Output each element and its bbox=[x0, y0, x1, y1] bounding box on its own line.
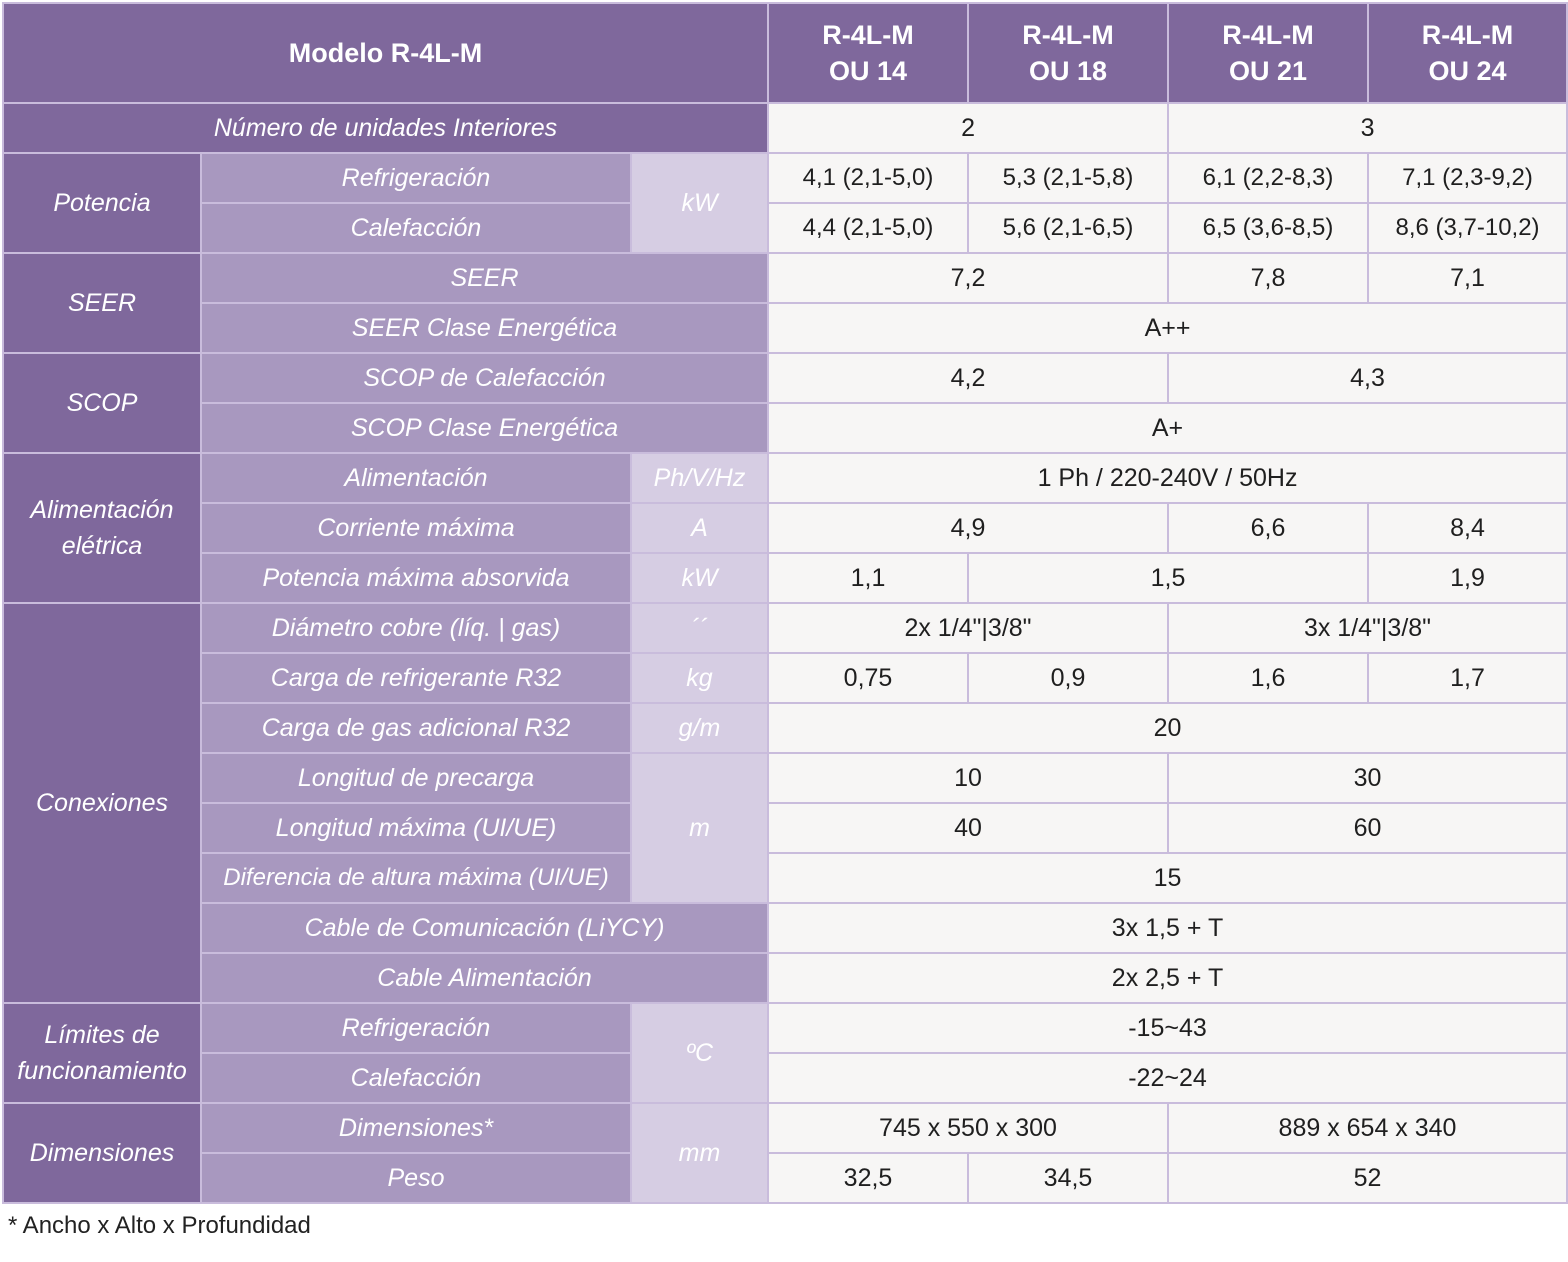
group-limites bbox=[3, 1003, 201, 1103]
row-cable-comunicacion bbox=[3, 903, 1567, 953]
value-cell: 3x 1,5 + T bbox=[768, 903, 1567, 953]
value-cell: 30 bbox=[1168, 753, 1567, 803]
value-cell: 5,3 (2,1-5,8) bbox=[968, 153, 1168, 203]
value-cell: 1,1 bbox=[768, 553, 968, 603]
row-label: Potencia máxima absorvida bbox=[201, 553, 631, 603]
value-cell: 7,1 bbox=[1368, 253, 1567, 303]
row-label: Carga de refrigerante R32 bbox=[201, 653, 631, 703]
value-cell: 6,1 (2,2-8,3) bbox=[1168, 153, 1368, 203]
value-cell: A+ bbox=[768, 403, 1567, 453]
row-longitud-maxima bbox=[3, 803, 1567, 853]
value-cell: 6,5 (3,6-8,5) bbox=[1168, 203, 1368, 253]
unit-g-m: g/m bbox=[631, 703, 768, 753]
row-label: Cable Alimentación bbox=[201, 953, 768, 1003]
value-cell: 0,9 bbox=[968, 653, 1168, 703]
model-4-line1: R-4L-M bbox=[1421, 19, 1514, 50]
group-dimensiones: Dimensiones bbox=[3, 1103, 201, 1203]
row-carga-gas bbox=[3, 703, 1567, 753]
group-alimentacion bbox=[3, 453, 201, 603]
model-header-3 bbox=[1168, 3, 1368, 103]
value-cell: A++ bbox=[768, 303, 1567, 353]
group-seer: SEER bbox=[3, 253, 201, 353]
row-label: Dimensiones* bbox=[201, 1103, 631, 1153]
group-alimentacion-line1: Alimentación bbox=[30, 495, 174, 524]
value-cell: 7,2 bbox=[768, 253, 1168, 303]
row-label: Refrigeración bbox=[201, 153, 631, 203]
value-cell: 4,3 bbox=[1168, 353, 1567, 403]
value-cell: 3x 1/4"|3/8" bbox=[1168, 603, 1567, 653]
value-cell: 32,5 bbox=[768, 1153, 968, 1203]
value-cell: 52 bbox=[1168, 1153, 1567, 1203]
model-1-line1: R-4L-M bbox=[822, 19, 914, 50]
value-cell: 4,1 (2,1-5,0) bbox=[768, 153, 968, 203]
row-alimentacion bbox=[3, 453, 1567, 503]
model-header-4 bbox=[1368, 3, 1567, 103]
group-conexiones: Conexiones bbox=[3, 603, 201, 1003]
row-label: Longitud de precarga bbox=[201, 753, 631, 803]
row-carga-refrigerante bbox=[3, 653, 1567, 703]
unit-m: m bbox=[631, 753, 768, 903]
spec-table bbox=[2, 2, 1568, 1204]
group-scop: SCOP bbox=[3, 353, 201, 453]
group-limites-line2: funcionamiento bbox=[17, 1057, 187, 1085]
row-label: Longitud máxima (UI/UE) bbox=[201, 803, 631, 853]
value-cell: 7,8 bbox=[1168, 253, 1368, 303]
unit-kw: kW bbox=[631, 153, 768, 253]
row-corriente-maxima bbox=[3, 503, 1567, 553]
row-potencia-refrigeracion bbox=[3, 153, 1567, 203]
value-cell: 889 x 654 x 340 bbox=[1168, 1103, 1567, 1153]
value-cell: 745 x 550 x 300 bbox=[768, 1103, 1168, 1153]
unit-kg: kg bbox=[631, 653, 768, 703]
row-label: Diferencia de altura máxima (UI/UE) bbox=[201, 853, 631, 903]
row-label: Cable de Comunicación (LiYCY) bbox=[201, 903, 768, 953]
row-diferencia-altura bbox=[3, 853, 1567, 903]
value-cell: -15~43 bbox=[768, 1003, 1567, 1053]
model-1-line2: OU 14 bbox=[828, 56, 908, 86]
value-cell: 1,6 bbox=[1168, 653, 1368, 703]
value-cell: 1 Ph / 220-240V / 50Hz bbox=[768, 453, 1567, 503]
model-header-1 bbox=[768, 3, 968, 103]
model-4-line2: OU 24 bbox=[1428, 56, 1507, 86]
row-label: Calefacción bbox=[201, 203, 631, 253]
footnote: * Ancho x Alto x Profundidad bbox=[8, 1212, 311, 1239]
value-cell: 0,75 bbox=[768, 653, 968, 703]
value-cell: 1,7 bbox=[1368, 653, 1567, 703]
row-cable-alimentacion bbox=[3, 953, 1567, 1003]
unidades-interiores-label: Número de unidades Interiores bbox=[3, 103, 768, 153]
row-unidades-interiores bbox=[3, 103, 1567, 153]
row-label: Refrigeración bbox=[201, 1003, 631, 1053]
unit-a: A bbox=[631, 503, 768, 553]
value-cell: 15 bbox=[768, 853, 1567, 903]
group-potencia: Potencia bbox=[3, 153, 201, 253]
row-label: SEER Clase Energética bbox=[201, 303, 768, 353]
row-seer bbox=[3, 253, 1567, 303]
value-cell: 6,6 bbox=[1168, 503, 1368, 553]
model-2-line1: R-4L-M bbox=[1022, 19, 1114, 50]
row-label: SCOP Clase Energética bbox=[201, 403, 768, 453]
row-potencia-calefaccion bbox=[3, 203, 1567, 253]
group-alimentacion-line2: elétrica bbox=[61, 532, 143, 560]
value-cell: 34,5 bbox=[968, 1153, 1168, 1203]
model-3-line2: OU 21 bbox=[1228, 56, 1308, 86]
unit-celsius: ºC bbox=[631, 1003, 768, 1103]
value-cell: 8,6 (3,7-10,2) bbox=[1368, 203, 1567, 253]
row-seer-clase bbox=[3, 303, 1567, 353]
model-label: Modelo R-4L-M bbox=[3, 3, 768, 103]
value-cell: 2x 1/4"|3/8" bbox=[768, 603, 1168, 653]
row-limites-calefaccion bbox=[3, 1053, 1567, 1103]
row-label: Diámetro cobre (líq. | gas) bbox=[201, 603, 631, 653]
value-cell: 4,2 bbox=[768, 353, 1168, 403]
value-cell: 2x 2,5 + T bbox=[768, 953, 1567, 1003]
unit-kw: kW bbox=[631, 553, 768, 603]
row-peso bbox=[3, 1153, 1567, 1203]
row-scop-calefaccion bbox=[3, 353, 1567, 403]
model-header-2 bbox=[968, 3, 1168, 103]
unit-ph-v-hz: Ph/V/Hz bbox=[631, 453, 768, 503]
row-longitud-precarga bbox=[3, 753, 1567, 803]
row-label: Calefacción bbox=[201, 1053, 631, 1103]
value-cell: 4,4 (2,1-5,0) bbox=[768, 203, 968, 253]
unit-inch: ´´ bbox=[631, 603, 768, 653]
value-cell: 5,6 (2,1-6,5) bbox=[968, 203, 1168, 253]
model-2-line2: OU 18 bbox=[1028, 56, 1108, 86]
value-cell: 3 bbox=[1168, 103, 1567, 153]
value-cell: -22~24 bbox=[768, 1053, 1567, 1103]
value-cell: 40 bbox=[768, 803, 1168, 853]
header-row bbox=[3, 3, 1567, 103]
row-label: Corriente máxima bbox=[201, 503, 631, 553]
row-potencia-maxima bbox=[3, 553, 1567, 603]
value-cell: 2 bbox=[768, 103, 1168, 153]
row-label: Carga de gas adicional R32 bbox=[201, 703, 631, 753]
row-limites-refrigeracion bbox=[3, 1003, 1567, 1053]
row-diametro-cobre bbox=[3, 603, 1567, 653]
value-cell: 60 bbox=[1168, 803, 1567, 853]
value-cell: 7,1 (2,3-9,2) bbox=[1368, 153, 1567, 203]
value-cell: 8,4 bbox=[1368, 503, 1567, 553]
row-label: Peso bbox=[201, 1153, 631, 1203]
group-limites-line1: Límites de bbox=[44, 1020, 160, 1049]
value-cell: 4,9 bbox=[768, 503, 1168, 553]
row-scop-clase bbox=[3, 403, 1567, 453]
row-label: Alimentación bbox=[201, 453, 631, 503]
model-3-line1: R-4L-M bbox=[1222, 19, 1314, 50]
value-cell: 20 bbox=[768, 703, 1567, 753]
row-dimensiones bbox=[3, 1103, 1567, 1153]
value-cell: 1,9 bbox=[1368, 553, 1567, 603]
value-cell: 10 bbox=[768, 753, 1168, 803]
row-label: SEER bbox=[201, 253, 768, 303]
value-cell: 1,5 bbox=[968, 553, 1368, 603]
row-label: SCOP de Calefacción bbox=[201, 353, 768, 403]
unit-mm: mm bbox=[631, 1103, 768, 1203]
